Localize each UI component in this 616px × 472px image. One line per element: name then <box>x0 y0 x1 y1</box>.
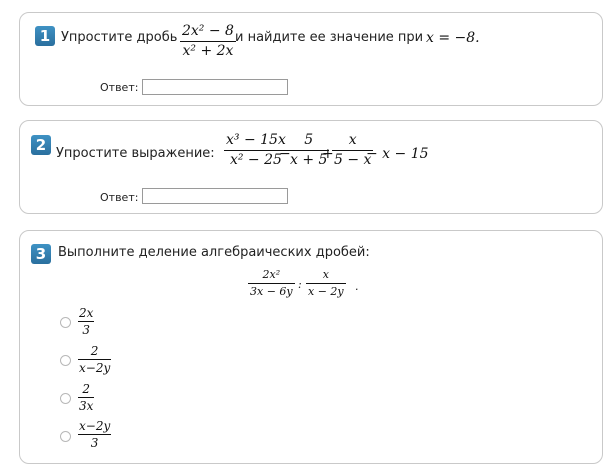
question-number-badge: 1 <box>35 26 55 46</box>
option-denominator: 3 <box>78 321 94 337</box>
fraction-numerator: 5 <box>304 132 314 148</box>
option-numerator: 2 <box>82 382 91 396</box>
question-text: Упростите выражение: <box>56 146 215 161</box>
question-card-2 <box>19 120 603 214</box>
expression-fraction-1 <box>248 268 295 298</box>
option-numerator: x−2y <box>79 419 111 433</box>
fraction-numerator: x <box>322 268 329 281</box>
option-fraction-3 <box>78 382 94 413</box>
expression-fraction-2 <box>306 268 346 298</box>
answer-input[interactable] <box>142 79 288 95</box>
option-numerator: 2x <box>79 306 94 320</box>
question-card-3 <box>19 230 603 464</box>
expression-end: . <box>355 280 359 293</box>
question-number-badge: 3 <box>31 244 51 264</box>
option-radio-1[interactable] <box>60 317 71 328</box>
option-fraction-2 <box>78 344 111 375</box>
fraction-denominator: 3x − 6y <box>250 285 293 298</box>
question-text-continued: и найдите ее значение при <box>235 30 424 45</box>
option-denominator: x−2y <box>79 361 111 375</box>
minus-operator: − <box>279 146 291 162</box>
question-text: Упростите дробь <box>61 30 178 45</box>
division-operator: : <box>298 278 302 291</box>
question-number-badge: 2 <box>31 135 51 155</box>
option-radio-3[interactable] <box>60 393 71 404</box>
answer-label: Ответ: <box>100 191 139 204</box>
option-radio-4[interactable] <box>60 431 71 442</box>
fraction-numerator: x <box>348 132 357 148</box>
fraction-numerator: x³ − 15x <box>226 132 286 148</box>
option-radio-2[interactable] <box>60 355 71 366</box>
expression-tail: − x − 15 <box>366 146 429 162</box>
option-denominator: 3x <box>79 399 94 413</box>
option-fraction-1 <box>78 306 94 337</box>
fraction-denominator: x² − 25 <box>224 150 288 168</box>
plus-operator: + <box>322 146 334 162</box>
fraction-denominator: x + 5 <box>290 152 328 168</box>
fraction-denominator: 5 − x <box>334 152 372 168</box>
condition: x = −8. <box>426 30 480 46</box>
question-card-1 <box>19 12 603 106</box>
fraction-numerator: 2x² − 8 <box>182 23 234 39</box>
option-fraction-4 <box>78 419 111 450</box>
fraction-denominator: x − 2y <box>308 285 344 298</box>
answer-input[interactable] <box>142 188 288 204</box>
option-numerator: 2 <box>90 344 99 358</box>
fraction <box>180 23 236 59</box>
option-denominator: 3 <box>78 434 111 450</box>
answer-label: Ответ: <box>100 81 139 94</box>
fraction-denominator: x² + 2x <box>180 41 236 59</box>
question-text: Выполните деление алгебраических дробей: <box>58 245 370 260</box>
fraction-numerator: 2x² <box>262 268 281 281</box>
